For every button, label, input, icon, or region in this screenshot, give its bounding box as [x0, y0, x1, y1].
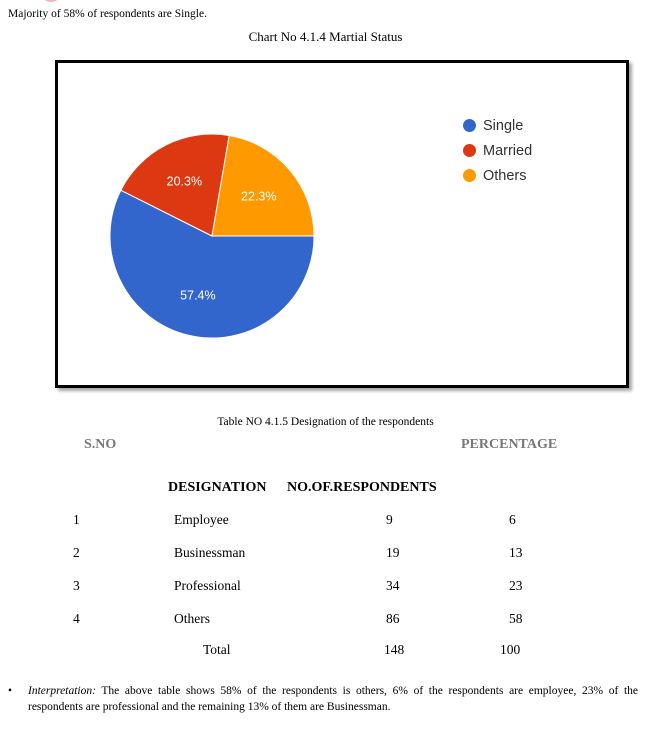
cell-sno: 2: [73, 545, 80, 560]
total-percentage: 100: [500, 642, 521, 657]
legend-label: Single: [483, 117, 524, 134]
total-respondents: 148: [384, 642, 405, 657]
legend-item-single: [463, 113, 532, 138]
pie-label-married: 20.3%: [166, 174, 203, 189]
cell-percentage: 58: [509, 611, 523, 626]
page-decoration: [40, 0, 62, 2]
cell-sno: 4: [73, 611, 80, 626]
cell-respondents: 86: [386, 611, 400, 626]
legend-label: Others: [483, 167, 527, 184]
pie-label-single: 57.4%: [180, 288, 216, 303]
legend-label: Married: [483, 142, 533, 159]
pie-label-others: 22.3%: [241, 189, 277, 204]
cell-percentage: 6: [509, 512, 516, 527]
cell-respondents: 19: [386, 545, 400, 560]
legend-swatch: [463, 119, 476, 132]
chart-frame: [55, 60, 629, 388]
legend-swatch: [463, 169, 476, 182]
total-label: Total: [203, 642, 231, 657]
pie-chart: [58, 63, 626, 385]
cell-designation: Professional: [174, 578, 241, 593]
cell-respondents: 9: [386, 512, 393, 527]
cell-designation: Others: [174, 611, 210, 626]
header-respondents: NO.OF.RESPONDENTS: [287, 480, 437, 495]
bullet-icon: •: [8, 685, 13, 697]
legend-item-others: [463, 163, 532, 188]
legend-swatch: [463, 144, 476, 157]
chart-legend: [463, 113, 532, 188]
interpretation-text: The above table shows 58% of the respondents is others, 6% of the respondents are employee, 23% of the respondents are professional and the remaining 13% of them are Businessman.: [28, 685, 638, 713]
intro-text: Majority of 58% of respondents are Single.: [8, 8, 207, 20]
cell-percentage: 23: [509, 578, 523, 593]
cell-respondents: 34: [386, 578, 400, 593]
pie-slice-others: [212, 135, 314, 236]
interpretation-paragraph: [8, 683, 638, 715]
header-designation: DESIGNATION: [168, 480, 267, 495]
legend-item-married: [463, 138, 532, 163]
cell-sno: 3: [73, 578, 80, 593]
cell-sno: 1: [73, 512, 80, 527]
header-percentage: PERCENTAGE: [461, 437, 558, 452]
cell-designation: Businessman: [174, 545, 246, 560]
table-caption: Table NO 4.1.5 Designation of the respondents: [217, 416, 434, 428]
cell-percentage: 13: [509, 545, 523, 560]
chart-caption: Chart No 4.1.4 Martial Status: [248, 29, 403, 44]
cell-designation: Employee: [174, 512, 229, 527]
header-sno: S.NO: [84, 437, 117, 452]
interpretation-label: Interpretation:: [28, 685, 96, 697]
